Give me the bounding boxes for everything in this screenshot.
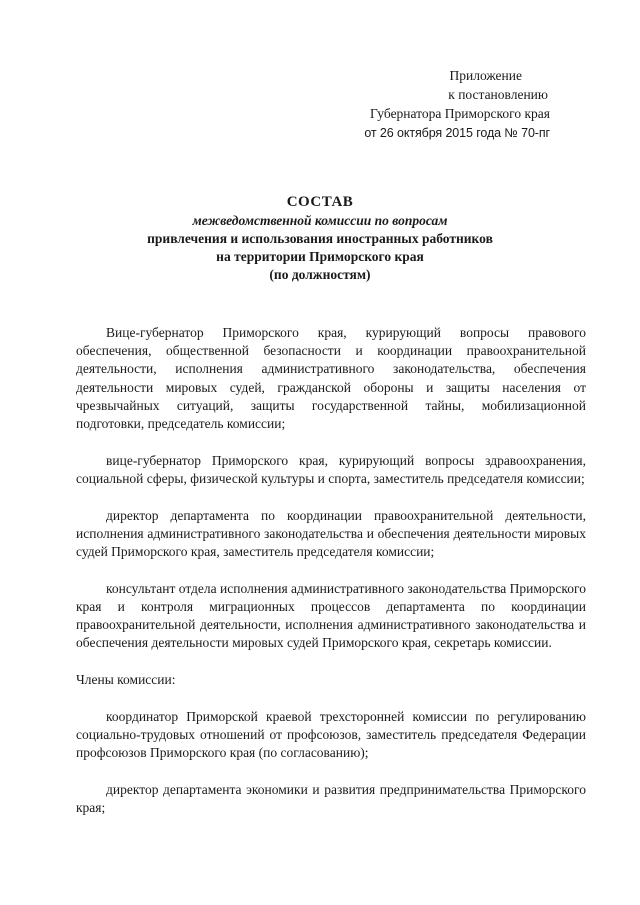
paragraph-member-2: директор департамента экономики и развития предпринимательства Приморского края; <box>76 781 586 816</box>
document-title <box>0 192 640 284</box>
appendix-date-stamp: от 26 октября 2015 года № 70-пг <box>364 126 550 140</box>
paragraph-deputy-1: вице-губернатор Приморского края, курирующий вопросы здравоохранения, социальной сферы, физической культуры и спорта, заместитель председателя комиссии; <box>76 452 586 486</box>
members-heading: Члены комиссии: <box>76 672 176 688</box>
title-line-4: (по должностям) <box>269 267 371 282</box>
title-line-1: межведомственной комиссии по вопросам <box>192 213 448 228</box>
title-line-3: на территории Приморского края <box>216 249 424 264</box>
title-heading: СОСТАВ <box>286 194 354 210</box>
appendix-ref: к постановлению <box>448 87 548 102</box>
paragraph-deputy-2: директор департамента по координации правоохранительной деятельности, исполнения административного законодательства и обеспечения деятельности мировых судей Приморского края, заместитель председателя комиссии; <box>76 507 586 560</box>
paragraph-member-1: координатор Приморской краевой трехсторонней комиссии по регулированию социально-трудовых отношений от профсоюзов, заместитель председателя Федерации профсоюзов Приморского края (по согласованию); <box>76 708 586 761</box>
appendix-header <box>364 66 550 143</box>
paragraph-secretary: консультант отдела исполнения административного законодательства Приморского края и контроля миграционных процессов департамента по координации правоохранительной деятельности, исполнения административного законодательства и обеспечения деятельности мировых судей Приморского края, секретарь комиссии. <box>76 580 586 651</box>
document-body <box>76 324 586 836</box>
appendix-issuer: Губернатора Приморского края <box>370 106 550 121</box>
paragraph-chairman: Вице-губернатор Приморского края, курирующий вопросы правового обеспечения, общественной безопасности и координации правоохранительной деятельности, исполнения административного законодательства, обеспечения деятельности мировых судей, гражданской обороны и защиты населения от чрезвычайных ситуаций, защиты государственной тайны, мобилизационной подготовки, председатель комиссии; <box>76 325 586 432</box>
title-line-2: привлечения и использования иностранных работников <box>147 231 493 246</box>
appendix-label: Приложение <box>449 68 522 83</box>
